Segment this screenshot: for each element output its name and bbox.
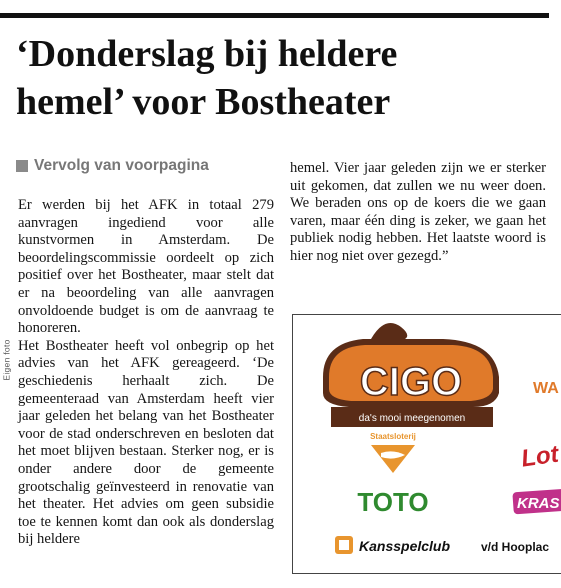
ad-partial-right: WA [533,380,559,397]
cigo-logo [323,323,499,427]
staatsloterij-logo [370,432,416,473]
lotto-text: Lot [519,440,561,473]
headline-line-1: ‘Donderslag bij heldere [16,33,398,75]
kras-text: KRAS [517,495,560,512]
paragraph: Er werden bij het AFK in totaal 279 aanvragen ingediend voor alle kunstvormen in Amsterdam. De beoordelingscommissie oordeelt op zich positief over het Bostheater, maar stelt dat er na beoordeling van alle aanvragen onvoldoende budget is om de aanvraag te honoreren. [18,197,274,337]
photo-credit: Eigen foto [1,339,12,381]
top-rule [0,13,549,18]
toto-logo: TOTO [357,487,429,517]
kansspelclub-text: Kansspelclub [359,538,451,554]
article-column-2 [290,160,546,266]
lotto-logo [520,440,561,472]
advertisement[interactable] [292,314,561,574]
article-column-1 [18,197,274,549]
krasloten-logo [512,488,561,514]
staatsloterij-text: Staatsloterij [370,432,416,441]
kicker-text: Vervolg van voorpagina [34,157,209,174]
kicker [16,157,209,175]
cigo-tagline: da's mooi meegenomen [358,413,466,424]
paragraph: Het Bostheater heeft vol onbegrip op het advies van het AFK gereageerd. ‘De geschiedenis herhaalt zich. De gemeenteraad van Amsterdam heeft vier jaar geleden het belang van het Bostheater voor de stad onderschreven en besloten dat het moet blijven bestaan. Sterker nog, er is onder andere door de gemeente grootschalig geïnvesteerd in renovatie van het theater. Het advies om geen subsidie toe te kennen komt dan ook als donderslag bij heldere [18,337,274,548]
ad-graphic [293,315,561,573]
kansspelclub-logo [335,536,549,554]
headline-line-2: hemel’ voor Bostheater [16,81,391,123]
article-headline [16,30,556,126]
kicker-square-icon [16,160,28,172]
cigo-brand-text: CIGO [359,360,463,404]
paragraph: hemel. Vier jaar geleden zijn we er sterker uit gekomen, dat zullen we nu weer doen. We beraden ons op de koers die we gaan varen, maar één ding is zeker, we gaan het publiek nodig hebben. Het laatste woord is hier nog niet over gezegd.” [290,160,546,264]
hooplac-text: v/d Hooplac [481,540,550,554]
